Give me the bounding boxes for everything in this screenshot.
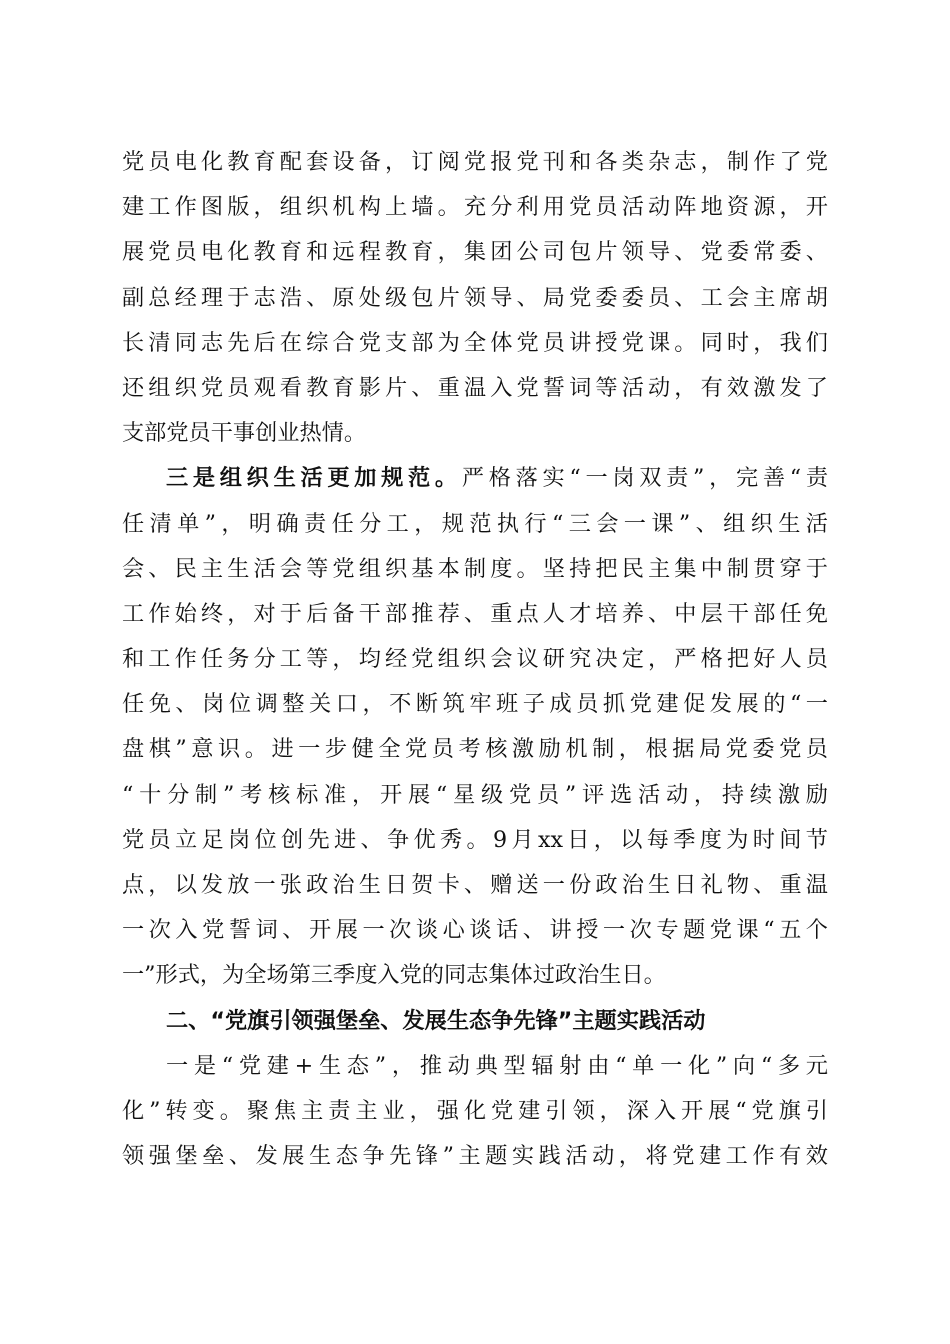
text-line: 会、民主生活会等党组织基本制度。坚持把民主集中制贯穿于: [122, 555, 828, 582]
text-line: 任清单”，明确责任分工，规范执行“三会一课”、组织生活: [122, 510, 828, 537]
paragraph-lead-rest: 严格落实“一岗双责”，完善“责: [461, 465, 829, 492]
text-line: 党员电化教育配套设备，订阅党报党刊和各类杂志，制作了党: [122, 149, 828, 175]
text-line: 工作始终，对于后备干部推荐、重点人才培养、中层干部任免: [122, 600, 828, 627]
text-line: 党员立足岗位创先进、争优秀。9月xx日，以每季度为时间节: [122, 826, 828, 853]
text-line: 长清同志先后在综合党支部为全体党员讲授党课。同时，我们: [122, 329, 828, 356]
paragraph-lead: 三是组织生活更加规范。: [166, 465, 462, 492]
section-heading: 二、“党旗引领强堡垒、发展生态争先锋”主题实践活动: [166, 1007, 706, 1034]
text-line: 领强堡垒、发展生态争先锋”主题实践活动，将党建工作有效: [122, 1143, 828, 1170]
text-line: 还组织党员观看教育影片、重温入党誓词等活动，有效激发了: [122, 374, 828, 401]
paragraph-2: [122, 456, 828, 998]
text-line: 和工作任务分工等，均经党组织会议研究决定，严格把好人员: [122, 646, 828, 673]
text-line: 点，以发放一张政治生日贺卡、赠送一份政治生日礼物、重温: [122, 872, 828, 898]
text-line: 副总经理于志浩、原处级包片领导、局党委委员、工会主席胡: [122, 284, 828, 311]
paragraph-1: [122, 140, 828, 456]
text-line: 一次入党誓词、开展一次谈心谈话、讲授一次专题党课“五个: [122, 917, 828, 944]
text-line: 化”转变。聚焦主责主业，强化党建引领，深入开展“党旗引: [122, 1097, 828, 1124]
text-line: 盘棋”意识。进一步健全党员考核激励机制，根据局党委党员: [122, 736, 828, 763]
paragraph-3: [122, 1044, 828, 1180]
text-line: 任免、岗位调整关口，不断筑牢班子成员抓党建促发展的“一: [122, 691, 828, 718]
text-line: 支部党员干事创业热情。: [122, 420, 367, 447]
text-line: [122, 456, 828, 501]
document-body: [122, 140, 828, 1179]
text-line: 展党员电化教育和远程教育，集团公司包片领导、党委常委、: [122, 239, 828, 266]
text-line: 一是“党建+生态”，推动典型辐射由“单一化”向“多元: [166, 1052, 828, 1079]
text-line: 一”形式，为全场第三季度入党的同志集体过政治生日。: [122, 962, 666, 989]
text-line: “十分制”考核标准，开展“星级党员”评选活动，持续激励: [122, 781, 828, 808]
text-line: 建工作图版，组织机构上墙。充分利用党员活动阵地资源，开: [122, 194, 828, 221]
